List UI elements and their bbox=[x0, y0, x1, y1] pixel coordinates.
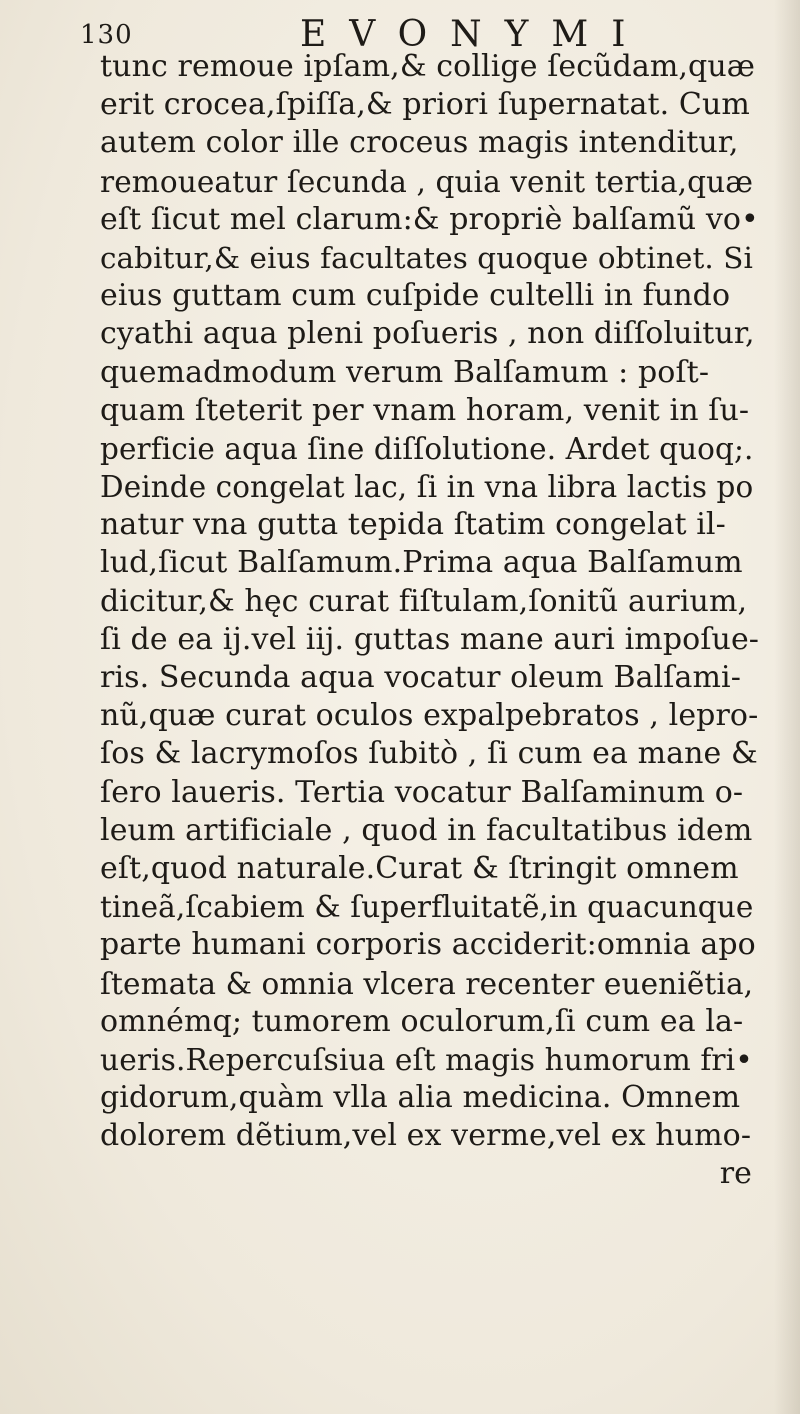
text-line: omnémq; tumorem oculorum,ſi cum ea la- bbox=[100, 1003, 744, 1039]
text-line: natur vna gutta tepida ſtatim congelat il- bbox=[100, 507, 726, 543]
text-line: leum artificiale , quod in facultatibus idem bbox=[100, 812, 753, 848]
text-line: lud,ſicut Balſamum.Prima aqua Balſamum bbox=[100, 545, 743, 581]
text-line: quemadmodum verum Balſamum : poſt- bbox=[100, 354, 710, 390]
text-line: eſt,quod naturale.Curat & ſtringit omnem bbox=[100, 850, 739, 886]
text-line: ſi de ea ij.vel iij. guttas mane auri impoſue- bbox=[100, 621, 760, 657]
text-line: nũ,quæ curat oculos expalpebratos , lepro- bbox=[100, 698, 759, 734]
text-line: remoueatur ſecunda , quia venit tertia,quæ bbox=[100, 164, 754, 199]
text-line: perficie aqua ſine diſſolutione. Ardet quoq;. bbox=[100, 431, 754, 466]
text-line: eſt ſicut mel clarum:& propriè balſamũ vo• bbox=[100, 201, 759, 237]
text-line: erit crocea,ſpiſſa,& priori ſupernatat. Cum bbox=[100, 87, 750, 123]
text-line: tunc remoue ipſam,& collige ſecũdam,quæ bbox=[100, 49, 756, 84]
text-line: tineã,ſcabiem & ſuperfluitatẽ,in quacunque bbox=[100, 890, 754, 925]
text-line: dolorem dẽtium,vel ex verme,vel ex humo- bbox=[100, 1118, 752, 1154]
text-line: eius guttam cum cuſpide cultelli in fundo bbox=[100, 278, 731, 314]
page-gutter-shadow bbox=[774, 0, 800, 1414]
text-line: ſtemata & omnia vlcera recenter eueniẽtia, bbox=[100, 966, 754, 1001]
text-line: cyathi aqua pleni poſueris , non diſſoluitur, bbox=[100, 316, 755, 352]
body-text bbox=[100, 48, 760, 1194]
text-line: ueris.Repercuſsiua eſt magis humorum fri• bbox=[100, 1041, 753, 1077]
page-number: 130 bbox=[80, 20, 133, 50]
text-line: ſos & lacrymoſos ſubitò , ſi cum ea mane & bbox=[100, 736, 758, 772]
text-line: parte humani corporis acciderit:omnia apo bbox=[100, 927, 756, 963]
catchword: re bbox=[719, 1156, 752, 1192]
text-line: quam ſteterit per vnam horam, venit in ſu- bbox=[100, 392, 750, 428]
text-line: ſero laueris. Tertia vocatur Balſaminum o- bbox=[100, 774, 744, 810]
text-line: dicitur,& hęc curat fiſtulam,ſonitũ aurium, bbox=[100, 583, 748, 619]
text-line: ris. Secunda aqua vocatur oleum Balſami- bbox=[100, 660, 741, 695]
text-line: autem color ille croceus magis intenditur, bbox=[100, 125, 739, 161]
text-line: Deinde congelat lac, ſi in vna libra lactis po bbox=[100, 470, 754, 505]
running-title: EVONYMI bbox=[300, 14, 649, 55]
text-line: cabitur,& eius facultates quoque obtinet. Si bbox=[100, 240, 753, 275]
text-line: gidorum,quàm vlla alia medicina. Omnem bbox=[100, 1080, 741, 1116]
